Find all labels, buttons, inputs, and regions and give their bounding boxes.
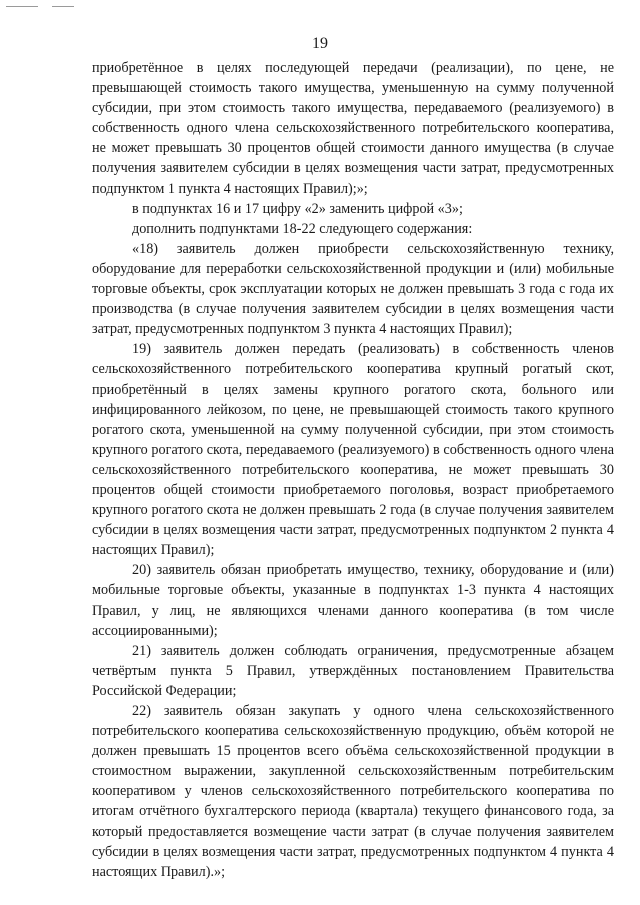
paragraph-amendment-intro: дополнить подпунктами 18-22 следующего содержания: [132,220,473,237]
paragraph-continuation: приобретённое в целях последующей передачи (реализации), по цене, не превышающей стоимость такого имущества, уменьшенную на сумму полученной субсидии, при этом стоимость такого имущества, передаваемого (реализуемого) в собственность одного члена сельскохозяйственного потребительского кооператива, не может превышать 30 процентов общей стоимости данного имущества (в случае получения заявителем субсидии в целях возмещения части затрат, предусмотренных подпунктом 1 пункта 4 настоящих Правил);»; [92,60,614,197]
paragraph-item-19: 19) заявитель должен передать (реализовать) в собственность членов сельскохозяйственного потребительского кооператива крупный рогатый скот, приобретённый в целях замены крупного рогатого скота, больного или инфицированного лейкозом, по цене, не превышающей стоимость такого крупного рогатого скота, уменьшенной на сумму полученной субсидии, при этом стоимость крупного рогатого скота, передаваемого (реализуемого) в собственность одного члена сельскохозяйственного потребительского кооператива, не может превышать 30 процентов общей стоимости приобретаемого поголовья, возраст приобретаемого крупного рогатого скота не должен превышать 2 года (в случае получения заявителем субсидии в целях возмещения части затрат, предусмотренных подпунктом 2 пункта 4 настоящих Правил); [92,341,614,559]
page-number: 19 [312,35,328,52]
scan-mark [6,6,38,7]
scan-mark [52,6,74,7]
paragraph-item-22: 22) заявитель обязан закупать у одного члена сельскохозяйственного потребительского кооператива сельскохозяйственную продукцию, объём которой не должен превышать 15 процентов всего объёма сельскохозяйственной продукции в стоимостном выражении, закупленной сельскохозяйственным потребительским кооперативом у членов сельскохозяйственного потребительского кооператива по итогам отчётного бухгалтерского периода (квартала) текущего финансового года, за который предоставляется возмещение части затрат (в случае получения заявителем субсидии в целях возмещения части затрат, предусмотренных подпунктом 4 пункта 4 настоящих Правил).»; [92,703,614,880]
scan-corner-marks [6,6,74,7]
paragraph-item-18: «18) заявитель должен приобрести сельскохозяйственную технику, оборудование для переработки сельскохозяйственной продукции и (или) мобильные торговые объекты, срок эксплуатации которых не должен превышать 3 года с года их производства (в случае получения заявителем субсидии в целях возмещения части затрат, предусмотренных подпунктом 3 пункта 4 настоящих Правил); [92,240,614,338]
paragraph-item-20: 20) заявитель обязан приобретать имущество, технику, оборудование и (или) мобильные торговые объекты, указанные в подпунктах 1-3 пункта 4 настоящих Правил, у лиц, не являющихся членами данного кооператива (в том числе ассоциированными); [92,562,614,639]
paragraph-amendment-digits: в подпунктах 16 и 17 цифру «2» заменить цифрой «3»; [132,200,463,217]
document-body [92,58,614,882]
paragraph-item-21: 21) заявитель должен соблюдать ограничения, предусмотренные абзацем четвёртым пункта 5 Правил, утверждённых постановлением Правительства Российской Федерации; [92,642,614,699]
